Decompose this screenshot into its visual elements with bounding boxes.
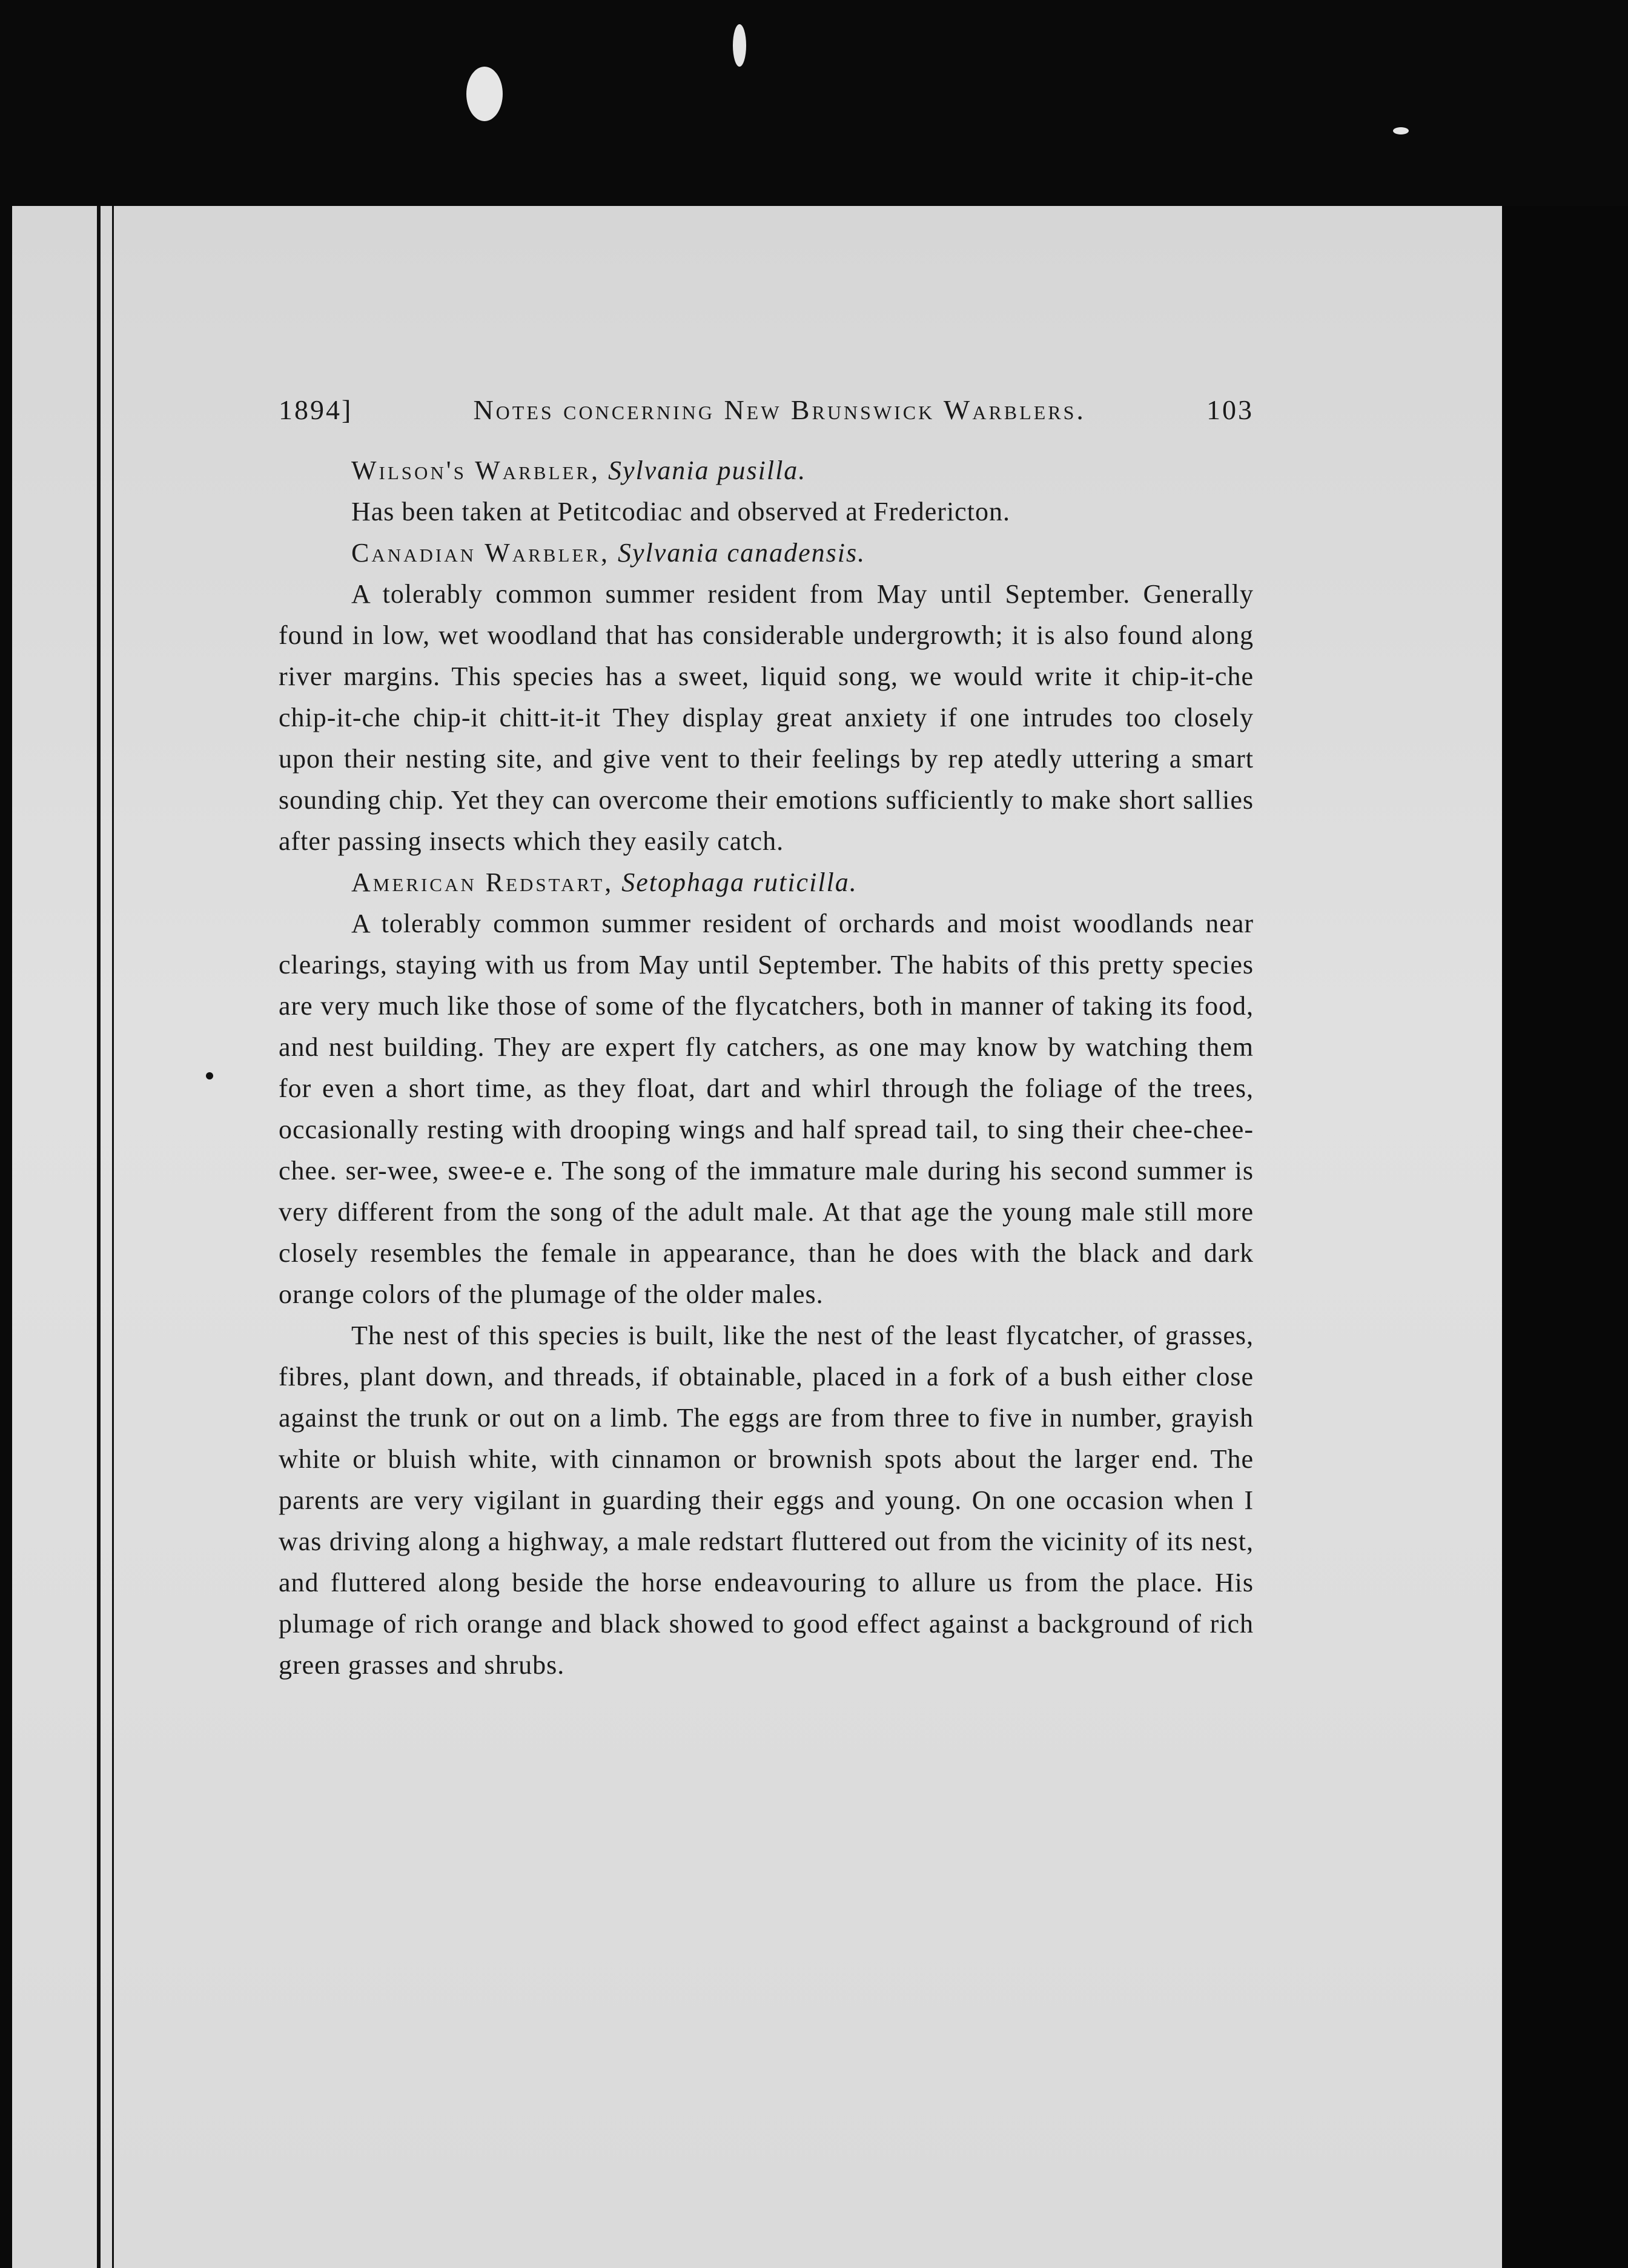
page-right-margin-dark (1502, 206, 1628, 2268)
dust-speck (206, 1072, 213, 1079)
species-paragraph: A tolerably common summer resident from May until September. Generally found in low, wet woodland that has considerable undergrowth; it is also found along river margins. This species has a sweet, liquid song, we would write it chip-it-che chip-it-che chip-it chitt-it-it They display great anxiety if one intrudes too closely upon their nesting site, and give vent to their feelings by rep atedly uttering a smart sounding chip. Yet they can overcome their emotions sufficiently to make short sallies after passing insects which they easily catch. (279, 579, 1254, 856)
binding-edge (97, 206, 101, 2268)
page-number: 103 (1206, 394, 1254, 425)
common-name: American Redstart, (351, 867, 614, 897)
dust-speck (1393, 127, 1409, 134)
year-label: 1894] (279, 394, 353, 425)
binding-edge-inner (112, 206, 114, 2268)
latin-name: Setophaga ruticilla. (621, 867, 858, 897)
species-heading-canadian (279, 532, 1254, 574)
running-title: Notes concerning New Brunswick Warblers. (473, 394, 1086, 425)
latin-name: Sylvania pusilla. (608, 456, 807, 485)
species-heading-redstart (279, 862, 1254, 903)
dust-speck (466, 67, 503, 121)
species-paragraph: Has been taken at Petitcodiac and observed at Fredericton. (351, 497, 1010, 526)
species-paragraph: A tolerably common summer resident of orchards and moist woodlands near clearings, staying with us from May until September. The habits of this pretty species are very much like those of some of the flycatchers, both in manner of taking its food, and nest building. They are expert fly catchers, as one may know by watching them for even a short time, as they float, dart and whirl through the foliage of the trees, occasionally resting with drooping wings and half spread tail, to sing their chee-chee-chee. ser-wee, swee-e e. The song of the immature male during his second summer is very different from the song of the adult male. At that age the young male still more closely resembles the female in appearance, than he does with the black and dark orange colors of the plumage of the older males. (279, 909, 1254, 1309)
running-head (279, 394, 1254, 426)
dust-speck (733, 24, 746, 67)
article-text (279, 394, 1254, 1686)
common-name: Wilson's Warbler, (351, 456, 600, 485)
species-heading-wilsons (279, 450, 1254, 491)
latin-name: Sylvania canadensis. (618, 538, 866, 568)
species-paragraph: The nest of this species is built, like the nest of the least flycatcher, of grasses, fibres, plant down, and threads, if obtainable, placed in a fork of a bush either close against the trunk or out on a limb. The eggs are from three to five in number, grayish white or bluish white, with cinnamon or brownish spots about the larger end. The parents are very vigilant in guarding their eggs and young. On one occasion when I was driving along a highway, a male redstart fluttered out from the vicinity of its nest, and fluttered along beside the horse endeavouring to allure us from the place. His plumage of rich orange and black showed to good effect against a background of rich green grasses and shrubs. (279, 1321, 1254, 1680)
common-name: Canadian Warbler, (351, 538, 610, 568)
